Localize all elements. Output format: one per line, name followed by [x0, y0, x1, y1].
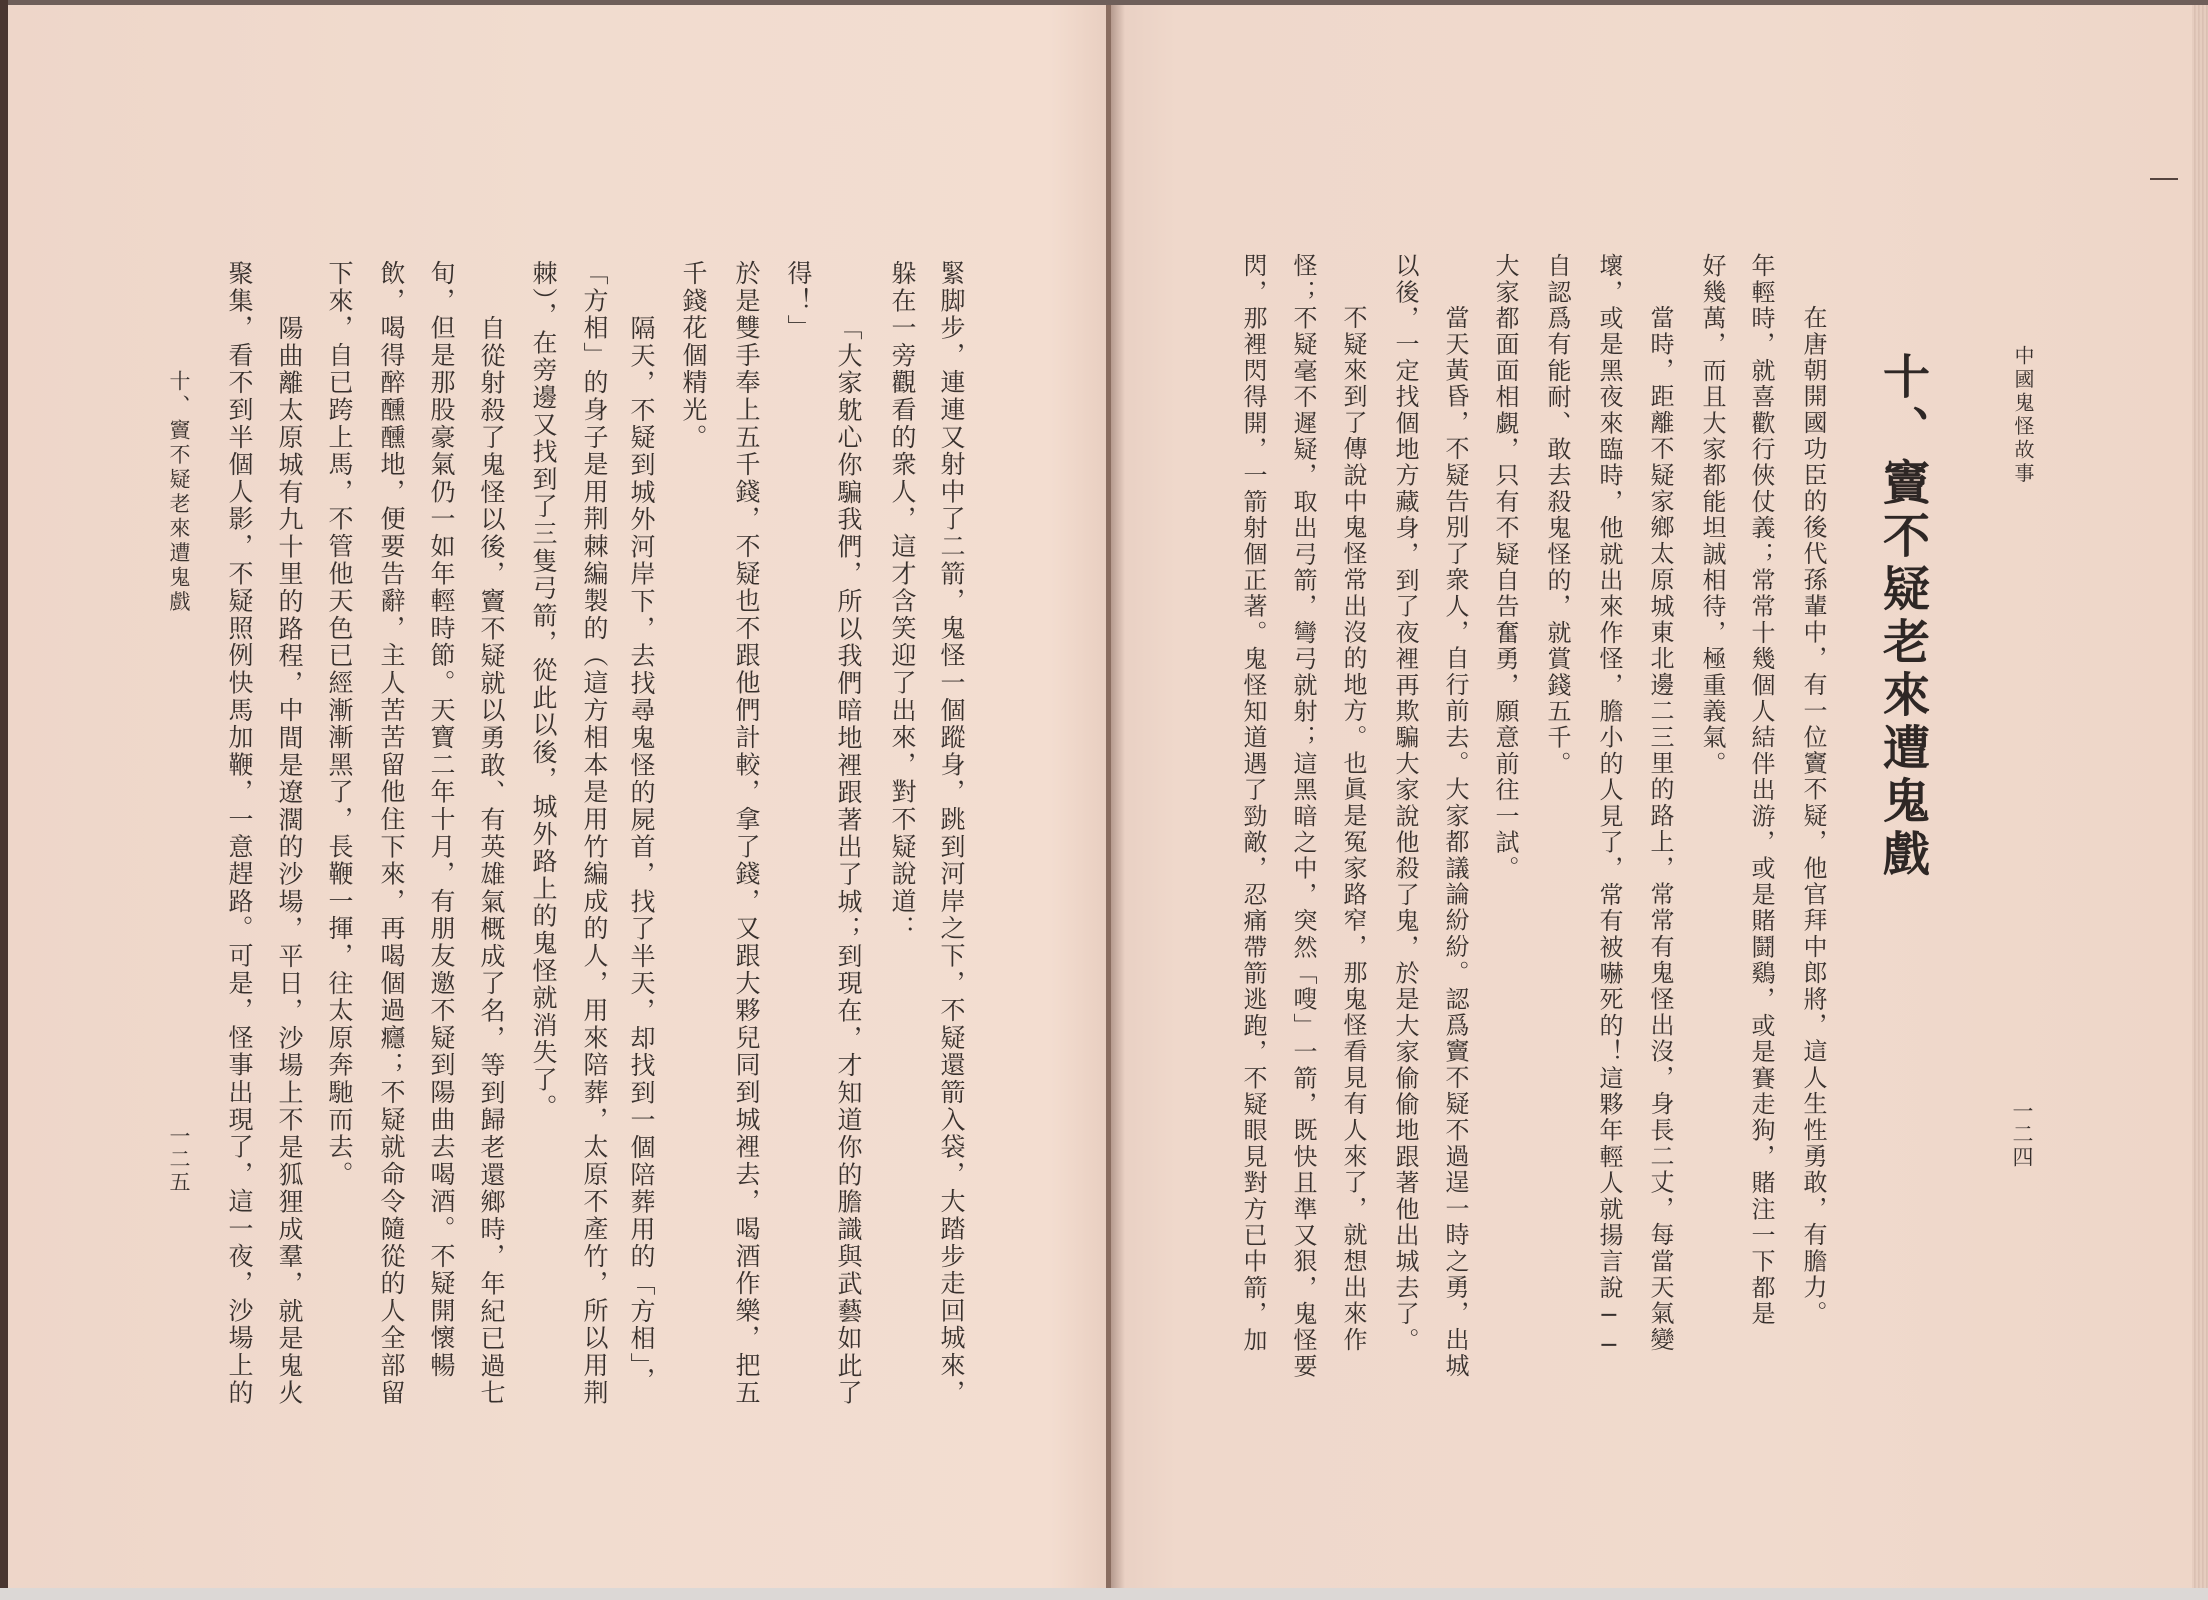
text-line: 年輕時，就喜歡行俠仗義；常常十幾個人結伴出游，或是賭鬪鷄，或是賽走狗，賭注一下都是	[1747, 253, 1775, 1328]
spine-shadow	[1111, 5, 1125, 1588]
text-line: 在唐朝開國功臣的後代孫輩中，有一位竇不疑，他官拜中郎將，這人生性勇敢，有膽力。	[1799, 305, 1827, 1327]
text-line: 得！」	[784, 260, 813, 342]
text-line: 「方相」的身子是用荆棘編製的（這方相本是用竹編成的人，用來陪葬，太原不產竹，所以用荆	[580, 260, 609, 1407]
text-line: 怪；不疑毫不遲疑，取出弓箭，彎弓就射；這黑暗之中，突然「嗖」一箭，既快且準又狠，鬼怪要	[1289, 253, 1317, 1380]
running-header: 中國鬼怪故事	[2011, 345, 2035, 486]
text-line: 飲，喝得醉醺醺地，便要告辭，主人苦苦留他住下來，再喝個過癮；不疑就命令隨從的人全部留	[377, 260, 406, 1407]
text-line: 聚集，看不到半個人影，不疑照例快馬加鞭，一意趕路。可是，怪事出現了，這一夜，沙場上的	[225, 260, 254, 1407]
text-line: 以後，一定找個地方藏身，到了夜裡再欺騙大家說他殺了鬼，於是大家偷偷地跟著他出城去了。	[1391, 253, 1419, 1354]
left-page-edge	[0, 0, 8, 1588]
text-line: 當時，距離不疑家鄉太原城東北邊二三里的路上，常常有鬼怪出沒，身長二丈，每當天氣變	[1646, 305, 1674, 1353]
text-line: 緊脚步，連連又射中了二箭，鬼怪一個蹤身，跳到河岸之下，不疑還箭入袋，大踏步走回城來，	[937, 260, 966, 1407]
text-line: 壞，或是黑夜來臨時，他就出來作怪，膽小的人見了，常有被嚇死的！這夥年輕人就揚言說──	[1595, 253, 1623, 1362]
text-line: 躲在一旁觀看的衆人，這才含笑迎了出來，對不疑說道：	[888, 260, 917, 943]
scan-bottom-border	[0, 1588, 2208, 1600]
page-fore-edge	[2192, 5, 2208, 1588]
text-line: 不疑來到了傳說中鬼怪常出沒的地方。也眞是冤家路窄，那鬼怪看見有人來了，就想出來作	[1339, 305, 1367, 1353]
text-line: 旬，但是那股豪氣仍一如年輕時節。天寶二年十月，有朋友邀不疑到陽曲去喝酒。不疑開懷暢	[427, 260, 456, 1380]
text-line: 於是雙手奉上五千錢，不疑也不跟他們計較，拿了錢，又跟大夥兒同到城裡去，喝酒作樂，把五	[732, 260, 761, 1407]
page-number-left: 一二五	[167, 1125, 191, 1194]
text-line: 陽曲離太原城有九十里的路程，中間是遼濶的沙場，平日，沙場上不是狐狸成羣，就是鬼火	[275, 315, 304, 1407]
text-line: 千錢花個精光。	[679, 260, 708, 452]
text-line: 自從射殺了鬼怪以後，竇不疑就以勇敢、有英雄氣概成了名，等到歸老還鄉時，年紀已過七	[477, 315, 506, 1407]
edge-mark	[2150, 178, 2178, 180]
text-line: 大家都面面相覷，只有不疑自告奮勇，願意前往一試。	[1491, 253, 1519, 882]
text-line: 好幾萬，而且大家都能坦誠相待，極重義氣。	[1698, 253, 1726, 777]
text-line: 自認爲有能耐、敢去殺鬼怪的，就賞錢五千。	[1543, 253, 1571, 777]
text-line: 下來，自已跨上馬，不管他天色已經漸漸黑了，長鞭一揮，往太原奔馳而去。	[325, 260, 354, 1189]
text-line: 當天黃昏，不疑告別了衆人，自行前去。大家都議論紛紛。認爲竇不疑不過逞一時之勇，出城	[1441, 305, 1469, 1380]
text-line: 棘），在旁邊又找到了三隻弓箭，從此以後，城外路上的鬼怪就消失了。	[529, 260, 558, 1122]
text-line: 閃，那裡閃得開，一箭射個正著。鬼怪知道遇了勁敵，忍痛帶箭逃跑，不疑眼見對方已中箭，加	[1239, 253, 1267, 1354]
page-number-right: 一二四	[2010, 1100, 2034, 1169]
text-line: 隔天，不疑到城外河岸下，去找尋鬼怪的屍首，找了半天，却找到一個陪葬用的「方相」，	[627, 315, 656, 1395]
text-line: 「大家躭心你騙我們，所以我們暗地裡跟著出了城；到現在，才知道你的膽識與武藝如此了	[834, 315, 863, 1407]
chapter-title: 十、竇不疑老來遭鬼戲	[1875, 352, 1930, 882]
running-footer: 十、竇不疑老來遭鬼戲	[167, 370, 191, 615]
